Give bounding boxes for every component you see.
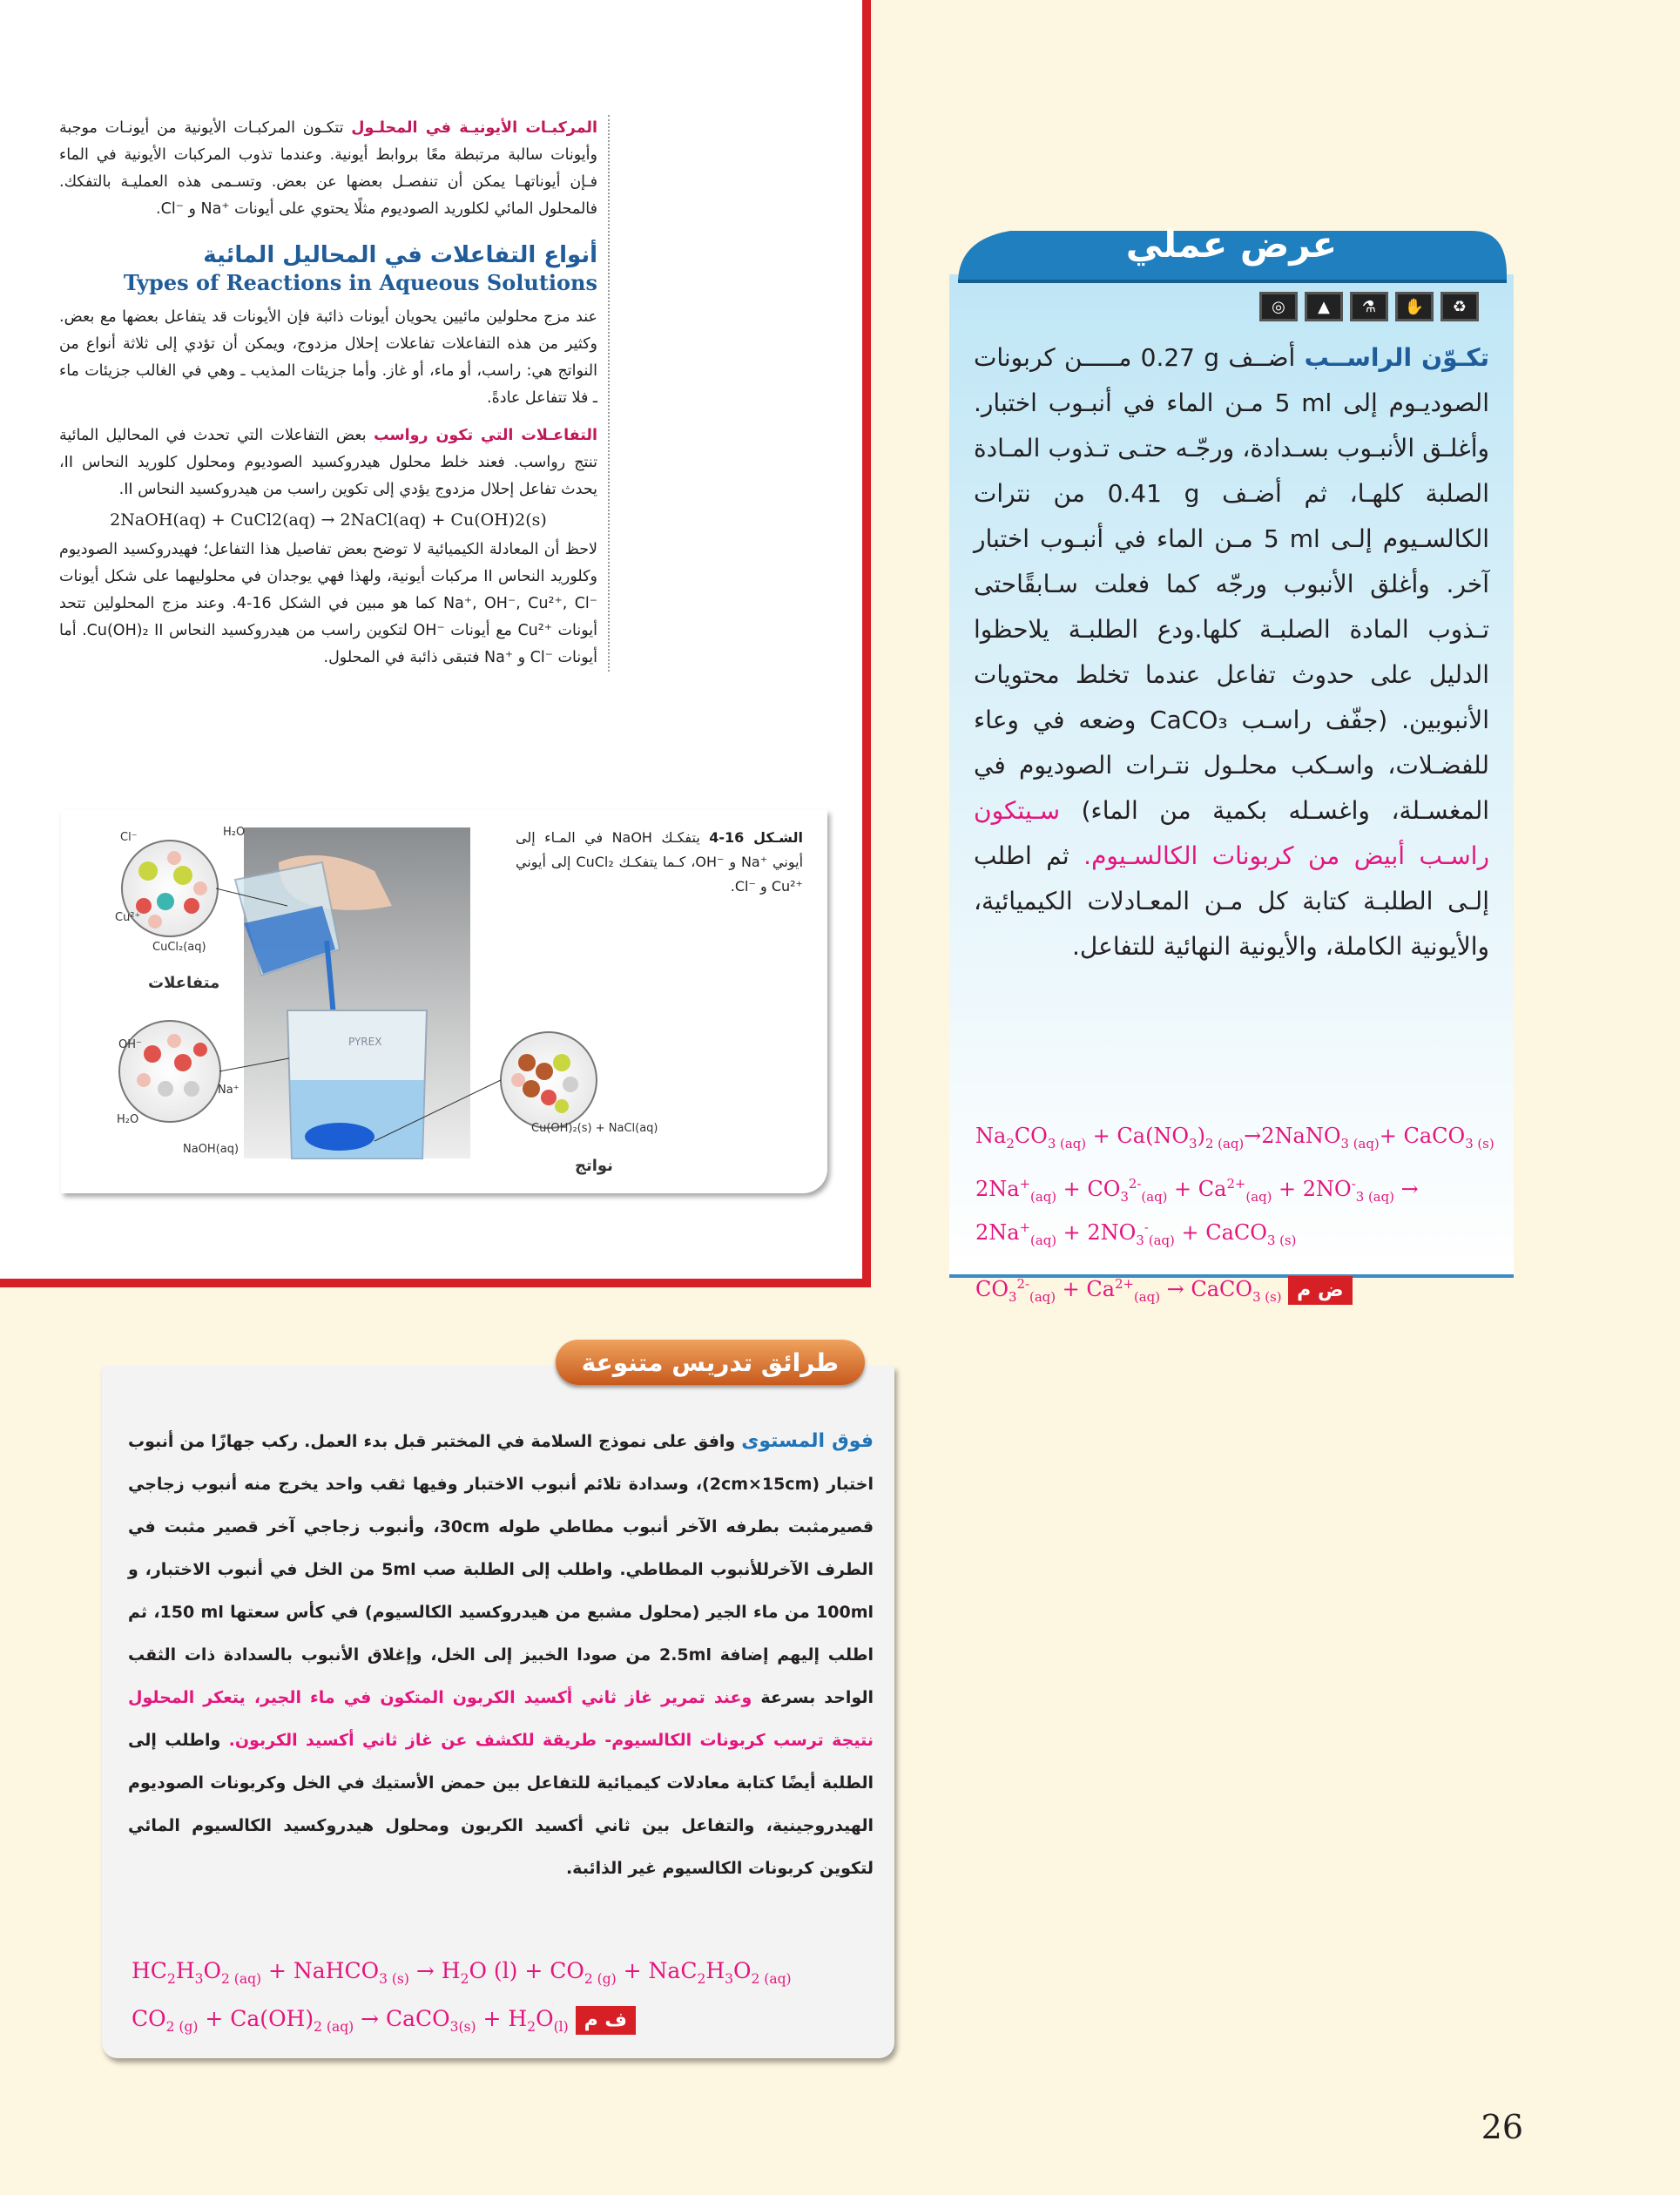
precipitate-paragraph — [59, 422, 597, 503]
demo-title: تكـوّن الراســب — [1304, 343, 1489, 372]
student-page — [0, 0, 871, 1287]
demo-text — [974, 335, 1489, 969]
demo-eq-molecular: $Na_2CO_{3 (aq)}$ + $Ca(NO_3)_{2 (aq)}\to 2NaNO_{3 (aq)}+$ CaCO$_{3 (s)}$ — [975, 1124, 1494, 1152]
teaching-text — [128, 1420, 874, 1890]
note-paragraph: لاحظ أن المعادلة الكيميائية لا توضح بعض تفاصيل هذا التفاعل؛ فهيدروكسيد الصوديوم وكلوريد النحاس II مركبات أيونية، ولهذا فهي يوجدان في محلوليهما على شكل أيونات ‪Na⁺, OH⁻, Cu²⁺, Cl⁻‬ كما هو مبين في الشكل 16-4. وعند مزج المحلولين تتحد أيونات ‪Cu²⁺‬ مع أيونات ‪OH⁻‬ لتكوين راسب من هيدروكسيد النحاس ‪Cu(OH)₂ II‬. أما أيونات ‪Cl⁻‬ و ‪Na⁺‬ فتبقى ذائبة في المحلول. — [59, 541, 598, 666]
demo-box — [949, 205, 1514, 1305]
teaching-title: فوق المستوى — [741, 1430, 874, 1452]
ionic-highlight: المركبـات الأيونيـة في المحلـول — [351, 119, 597, 137]
demo-eq-net-ionic: $CO_3^{2-}_{(aq)} + Ca^{2+}_{(aq)}$ → CaCO$_{3 (s)}$ ض م — [975, 1276, 1353, 1305]
label-products: Cu(OH)₂(s) + NaCl(aq) — [531, 1122, 658, 1135]
content-column — [59, 115, 610, 672]
demo-body-2: ثم اطلب إلـى الطلبـة كتابة كل مـن المعـادلات الكيميائية، والأيونية الكاملة، والأيونية النهائية للتفاعل. — [974, 841, 1489, 961]
ionic-compounds-paragraph — [59, 115, 597, 223]
section-heading-ar: أنواع التفاعلات في المحاليل المائية — [203, 242, 597, 268]
demo-highlight: سـيتكون راسـب أبيض من كربونات الكالسـيوم. — [974, 796, 1489, 870]
label-cucl2: CuCl₂(aq) — [152, 941, 206, 954]
chemical-icon: ⚗ — [1350, 292, 1388, 321]
hand-wash-icon: ✋ — [1395, 292, 1434, 321]
reactants-label: متفاعلات — [148, 974, 220, 992]
demo-eq-complete-ionic-1: $2Na^+_{(aq)} + CO_3^{2-}_{(aq)} + Ca^{2+}_{(aq)} + 2NO^-_{3 (aq)}$ → — [975, 1176, 1419, 1205]
demo-header: عرض عملي — [1125, 222, 1338, 266]
figure-caption-title: الشـكل 16-4 — [709, 829, 803, 846]
ionic-text: تتكـون المركبـات الأيونية من أيونـات موجبة وأيونات سالبة مرتبطة معًا بروابط أيونية. وعندما تذوب المركبات الأيونية في الماء فـإن أيوناتهـا يمكن أن تنفصـل بعضها عن بعض. وتسـمى هذه العمليـة بالتفكك. فالمحلول المائي لكلوريد الصوديوم مثلًا يحتوي على أيونات ‪Na⁺‬ و ‪Cl⁻‬. — [59, 119, 597, 218]
label-cu: Cu²⁺ — [115, 911, 141, 924]
safety-icons — [1259, 292, 1479, 321]
eye-safety-icon: ◎ — [1259, 292, 1298, 321]
teaching-eq-2: $CO_{2 (g)} + Ca(OH)_{2 (aq)}$ → CaCO$_{3(s)}$ + $H_2O_{(l)}$ ف م — [132, 2006, 636, 2035]
beaker-label: PYREX — [348, 1036, 382, 1048]
teaching-body-1: وافق على نموذج السلامة في المختبر قبل بدء العمل. ركب جهازًا من أنبوب اختبار ‪(2cm×15cm)‬، وسدادة تلائم أنبوب الاختبار وفيها ثقب واحد يخرج منه أنبوب زجاجي قصيرمثبت بطرفه الآخر أنبوب مطاطي طوله ‪30cm‬، وأنبوب زجاجي آخر قصير مثبت في الطرف الآخرللأنبوب المطاطي. واطلب إلى الطلبة صب ‪5ml‬ من الخل في أنبوب الاختبار، و ‪100ml‬ من ماء الجير (محلول مشبع من هيدروكسيد الكالسيوم) في كأس سعتها ‪150 ml‬، ثم اطلب إليهم إضافة ‪2.5ml‬ من صودا الخبيز إلى الخل، وإغلاق الأنبوب بالسدادة ذات الثقب الواحد بسرعة — [128, 1432, 874, 1707]
section-heading-en: Types of Reactions in Aqueous Solutions — [123, 270, 597, 295]
figure-16-4 — [61, 810, 827, 1193]
demo-body-1: أضــف ‪0.27 g‬ مـــــن كربونات الصوديـوم إلى ‪5 ml‬ مـن الماء في أنبـوب اختبار. وأغلـق الأنبـوب بسـدادة، ورجّـه حتـى تـذوب المـادة الصلبة كلهـا، ثم أضـف ‪0.41 g‬ من نترات الكالسـيوم إلـى ‪5 ml‬ مـن الماء في أنبـوب اختبار آخر. وأغلق الأنبوب ورجّه كما فعلت سـابقًاحتى تـذوب المادة الصلبـة كلها.ودع الطلبـة يلاحظوا الدليل على حدوث تفاعل عندما تخلط محتويات الأنبوبين. (جفّف راسـب ‪CaCO₃‬ وضعه في وعاء للفضـلات، واسـكب محلـول نتـرات الصوديوم في المغسـلة، واغسـله بكمية من الماء) — [974, 343, 1490, 825]
precipitate-highlight: التفاعـلات التي تكون رواسب — [373, 427, 597, 444]
teaching-body-2: واطلب إلى الطلبة أيضًا كتابة معادلات كيميائية للتفاعل بين حمض الأستيك في الخل وكربونات الصوديوم الهيدروجينية، والتفاعل بين ثاني أكسيد الكربون ومحلول هيدروكسيد الكالسيوم المائي لتكوين كربونات الكالسيوم غير الذائبة. — [128, 1731, 874, 1878]
teaching-badge: ف م — [576, 2006, 636, 2035]
demo-badge: ض م — [1288, 1276, 1352, 1305]
teaching-strategies-box — [102, 1347, 894, 2058]
figure-caption-text: يتفكـك ‪NaOH‬ في المـاء إلى أيوني ‪Na⁺‬ و ‪OH⁻‬، كـما يتفكـك ‪CuCl₂‬ إلى أيوني ‪Cu²⁺‬ و ‪Cl⁻‬. — [516, 829, 804, 895]
teaching-highlight: وعند تمرير غاز ثاني أكسيد الكربون المتكون في ماء الجير، يتعكر المحلول نتيجة ترسب كربونات الكالسيوم- طريقة للكشف عن غاز ثاني أكسيد الكربون. — [128, 1688, 874, 1750]
precipitate — [305, 1123, 374, 1151]
label-cl: Cl⁻ — [120, 831, 138, 844]
precipitate-text: بعض التفاعلات التي تحدث في المحاليل المائية تنتج رواسب. فعند خلط محلول هيدروكسيد الصوديوم ومحلول كلوريد النحاس II، يحدث تفاعل إحلال مزدوج يؤدي إلى تكوين راسب من هيدروكسيد النحاس II. — [59, 427, 597, 498]
reaction-types-paragraph: عند مزج محلولين مائيين يحويان أيونات ذائبة فإن الأيونات قد يتفاعل بعضها مع بعض. وكثير من هذه التفاعلات تفاعلات إحلال مزدوج، ويمكن أن تؤدي إلى ثلاثة أنواع من النواتج هي: راسب، أو ماء، أو غاز. وأما جزيئات المذيب ـ وهي في الغالب جزيئات ماء ـ فلا تتفاعل عادةً. — [59, 308, 597, 407]
label-na: Na⁺ — [218, 1084, 240, 1097]
waste-disposal-icon: ♻ — [1440, 292, 1479, 321]
products-label: نواتج — [575, 1157, 613, 1175]
clothing-protection-icon: ▲ — [1305, 292, 1343, 321]
page-number: 26 — [1481, 2108, 1523, 2146]
teaching-tab: طرائق تدريس متنوعة — [556, 1340, 865, 1385]
demo-body — [949, 274, 1514, 1305]
label-oh: OH⁻ — [118, 1038, 142, 1051]
naoh-cucl2-equation: 2NaOH(aq) + CuCl2(aq) → 2NaCl(aq) + Cu(OH)2(s) — [110, 510, 547, 530]
label-h2o-bottom: H₂O — [117, 1113, 139, 1126]
label-h2o-top: H₂O — [223, 826, 246, 839]
label-naoh: NaOH(aq) — [183, 1143, 240, 1156]
teaching-eq-1: $HC_2H_3O_{2 (aq)}$ + NaHCO$_{3 (s)}$ → $H_2O$ $(l) + CO_{2 (g)} + NaC_2H_3O_{2 (aq)}$ — [132, 1958, 792, 1987]
figure-illustration — [61, 810, 827, 1193]
demo-eq-complete-ionic-2: $2Na^+_{(aq)} + 2NO_3^-_{(aq)}$ + CaCO$_{3 (s)}$ — [975, 1219, 1297, 1248]
